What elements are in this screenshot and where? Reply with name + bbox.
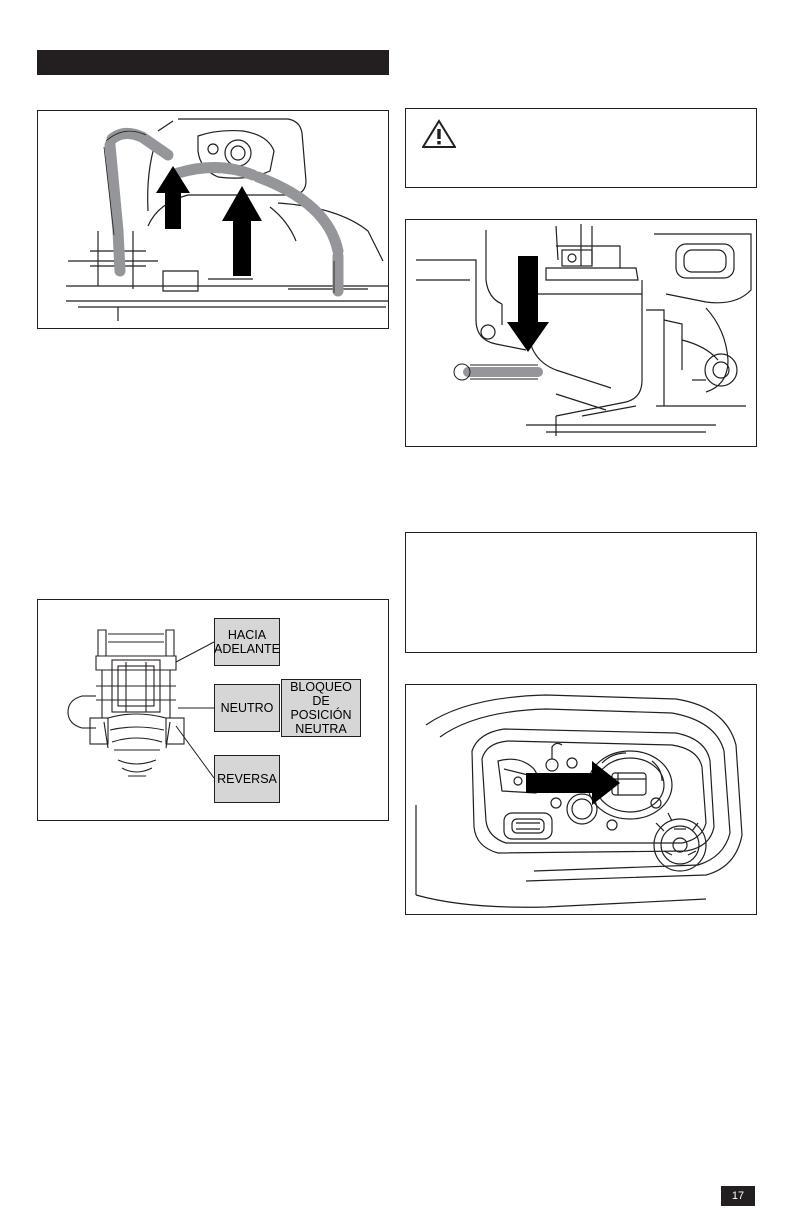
figure-ignition-switch — [405, 684, 757, 915]
callout-neutral-label: NEUTRO — [220, 701, 274, 715]
handles-illustration-graphic — [38, 111, 389, 329]
figure-motion-control-handles — [37, 110, 389, 329]
lever-illustration-graphic — [406, 220, 757, 447]
warning-callout-box — [405, 108, 757, 188]
figure-neutral-lock-diagram — [37, 599, 389, 821]
up-arrow-right — [222, 186, 262, 276]
page-number-tab: 17 — [721, 1186, 755, 1206]
warning-triangle-icon — [422, 119, 456, 149]
callout-reverse — [214, 755, 280, 803]
callout-neutral-lock-label: BLOQUEO DE POSICIÓN NEUTRA — [290, 680, 352, 736]
callout-forward-label: HACIA ADELANTE — [214, 628, 280, 656]
callout-forward — [214, 618, 280, 666]
callout-reverse-label: REVERSA — [217, 772, 277, 786]
down-arrow — [507, 256, 549, 352]
callout-neutral-lock — [281, 679, 361, 737]
figure-parking-brake-lever — [405, 219, 757, 447]
dashboard-illustration-graphic — [406, 685, 757, 915]
callout-neutral — [214, 684, 280, 732]
note-callout-box — [405, 532, 757, 653]
section-header-bar — [37, 50, 389, 75]
